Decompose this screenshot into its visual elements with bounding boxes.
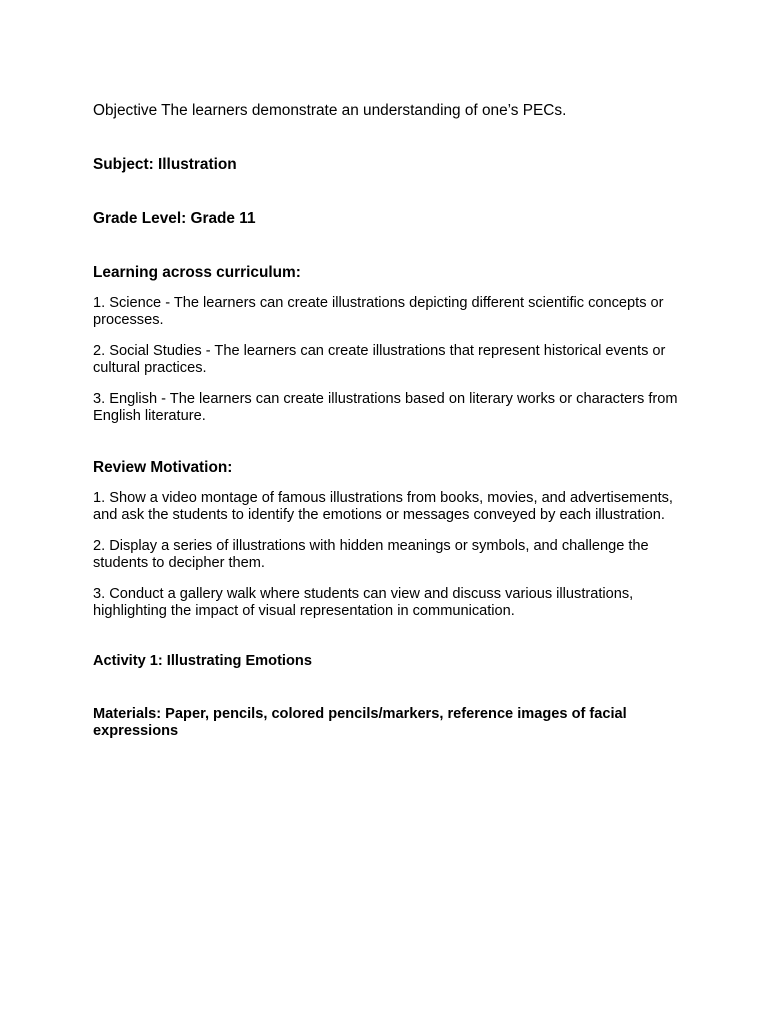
learning-across-heading: Learning across curriculum: bbox=[93, 264, 301, 281]
motivation-item-video-montage: 1. Show a video montage of famous illustrations from books, movies, and advertisements, and ask the students to identify the emotions or messages conveyed by each illustration. bbox=[93, 490, 673, 523]
subject-heading: Subject: Illustration bbox=[93, 156, 237, 173]
document-content bbox=[93, 101, 683, 740]
learning-item-science: 1. Science - The learners can create illustrations depicting different scientific concepts or processes. bbox=[93, 295, 664, 328]
grade-level-heading: Grade Level: Grade 11 bbox=[93, 210, 256, 227]
motivation-item-gallery-walk: 3. Conduct a gallery walk where students can view and discuss various illustrations, highlighting the impact of visual representation in communication. bbox=[93, 586, 634, 619]
learning-item-social-studies: 2. Social Studies - The learners can create illustrations that represent historical events or cultural practices. bbox=[93, 343, 666, 376]
objective-text: Objective The learners demonstrate an understanding of one’s PECs. bbox=[93, 102, 567, 119]
motivation-item-hidden-meanings: 2. Display a series of illustrations with hidden meanings or symbols, and challenge the students to decipher them. bbox=[93, 538, 649, 571]
activity-heading: Activity 1: Illustrating Emotions bbox=[93, 653, 312, 669]
review-motivation-heading: Review Motivation: bbox=[93, 459, 233, 476]
materials-text: Materials: Paper, pencils, colored pencils/markers, reference images of facial expressions bbox=[93, 706, 627, 739]
learning-item-english: 3. English - The learners can create illustrations based on literary works or characters from English literature. bbox=[93, 391, 678, 424]
